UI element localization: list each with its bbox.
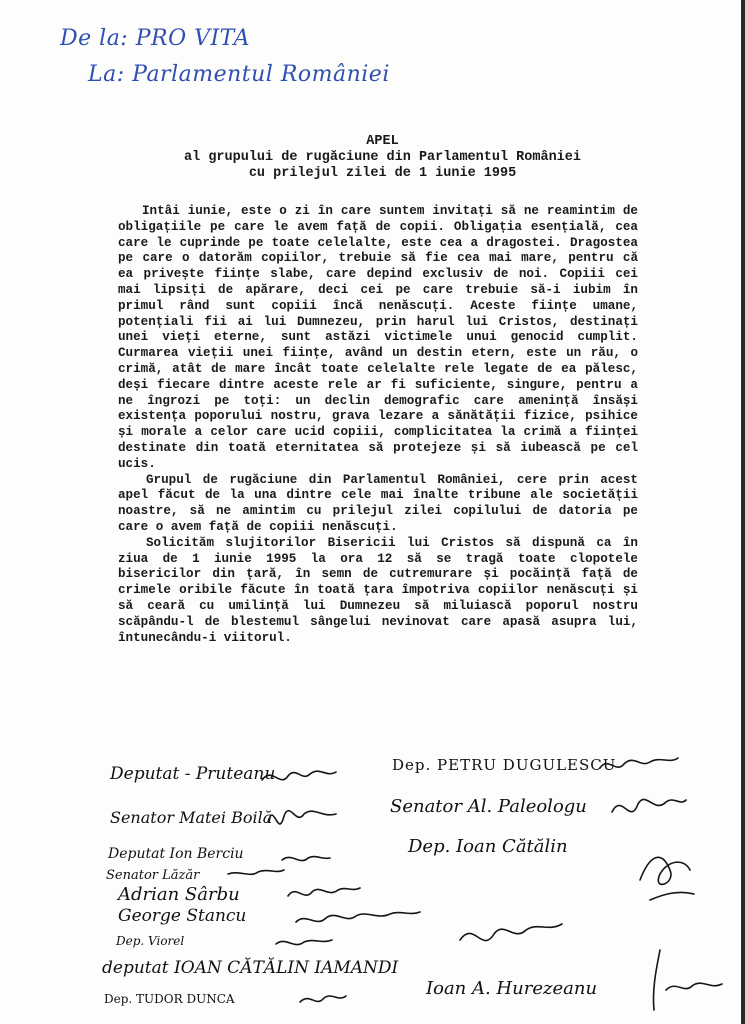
signature-12: Dep. TUDOR DUNCA — [104, 992, 235, 1006]
paragraph-1: Intâi iunie, este o zi în care suntem invitați să ne reamintim de obligațiile pe care le avem față de copii. Obligația esențială, cea care le cuprinde pe toate celelalte, este cea a dragostei. Dragostea pe care o datorăm copiilor, trebuie să fie cea mai mare, pentru că ea privește ființe slabe, care depind exclusiv de noi. Copiii cei mai lipsiți de apărare, deci cei pe care trebuie să-i iubim în primul rând sunt copiii încă nenăscuți. Aceste ființe umane, potențiali fii ai lui Dumnezeu, prin harul lui Cristos, destinați unei vieți eterne, sunt astăzi victimele unui genocid cumplit. Curmarea vieții unei ființe, având un destin etern, este un rău, o crimă, atât de mare încât toate celelalte rele legate de ea pălesc, deși fiecare dintre aceste rele ar fi suficiente, singure, pentru a ne îngrozi pe toți: un declin demografic care amenință însăși existența poporului nostru, grava lezare a sănătății fizice, psihice și morale a celor care ucid copiii, complicitatea la crimă a ființei destinate din toată eternitatea să protejeze și să iubească pe cel ucis. — [118, 204, 638, 471]
signature-8: Adrian Sârbu — [118, 884, 240, 905]
signature-11: deputat IOAN CĂTĂLIN IAMANDI — [102, 958, 399, 978]
scribble-2 — [600, 758, 678, 768]
scribble-1 — [262, 771, 336, 780]
signature-2: Dep. PETRU DUGULESCU — [392, 756, 617, 774]
paragraph-3: Solicităm slujitorilor Bisericii lui Cristos să dispună ca în ziua de 1 iunie 1995 la ora 12 să se tragă toate clopotele bisericilor din țară, în semn de cutremurare și pocăință față de crimele oribile făcute în toată țara împotriva copiilor nenăscuți și să ceară cu umilință lui Dumnezeu să miluiască poporul nostru scăpându-l de blestemul sângelui nevinovat care apasă asupra lui, întunecându-i viitorul. — [118, 535, 638, 645]
signature-1: Deputat - Pruteanu — [110, 764, 276, 784]
signature-7: Senator Lăzăr — [106, 868, 200, 883]
signature-4: Senator Al. Paleologu — [390, 796, 587, 817]
title-line-2: al grupului de rugăciune din Parlamentul României — [184, 150, 581, 165]
signature-5: Deputat Ion Berciu — [108, 846, 244, 862]
signature-9: George Stancu — [118, 906, 247, 926]
paragraph-2: Grupul de rugăciune din Parlamentul României, cere prin acest apel făcut de la una dintre cele mai înalte tribune ale societății noastre, să ne amintim cu prilejul zilei copilului de datoria pe care o avem față de copiii nenăscuți. — [118, 472, 638, 534]
scribble-12 — [300, 996, 346, 1002]
scribble-9 — [296, 912, 420, 922]
signature-13: Ioan A. Hurezeanu — [426, 978, 598, 999]
scribble-4 — [612, 799, 686, 812]
signature-10: Dep. Viorel — [116, 934, 185, 948]
handwritten-to-note: La: Parlamentul României — [88, 62, 390, 87]
scribble-8 — [288, 888, 360, 896]
scribble-7 — [228, 870, 284, 874]
scribble-5 — [282, 857, 330, 861]
signature-3: Senator Matei Boilă — [110, 808, 273, 827]
scribble-11 — [276, 940, 332, 945]
handwritten-from-note: De la: PRO VITA — [60, 26, 251, 51]
scribble-13 — [653, 950, 722, 1010]
scribble-3 — [268, 811, 336, 824]
title-line-3: cu prilejul zilei de 1 iunie 1995 — [248, 166, 517, 181]
signature-6: Dep. Ioan Cătălin — [408, 836, 568, 857]
title-line-1: APEL — [366, 134, 399, 149]
scribble-6 — [640, 857, 694, 900]
scribble-10 — [460, 924, 562, 941]
